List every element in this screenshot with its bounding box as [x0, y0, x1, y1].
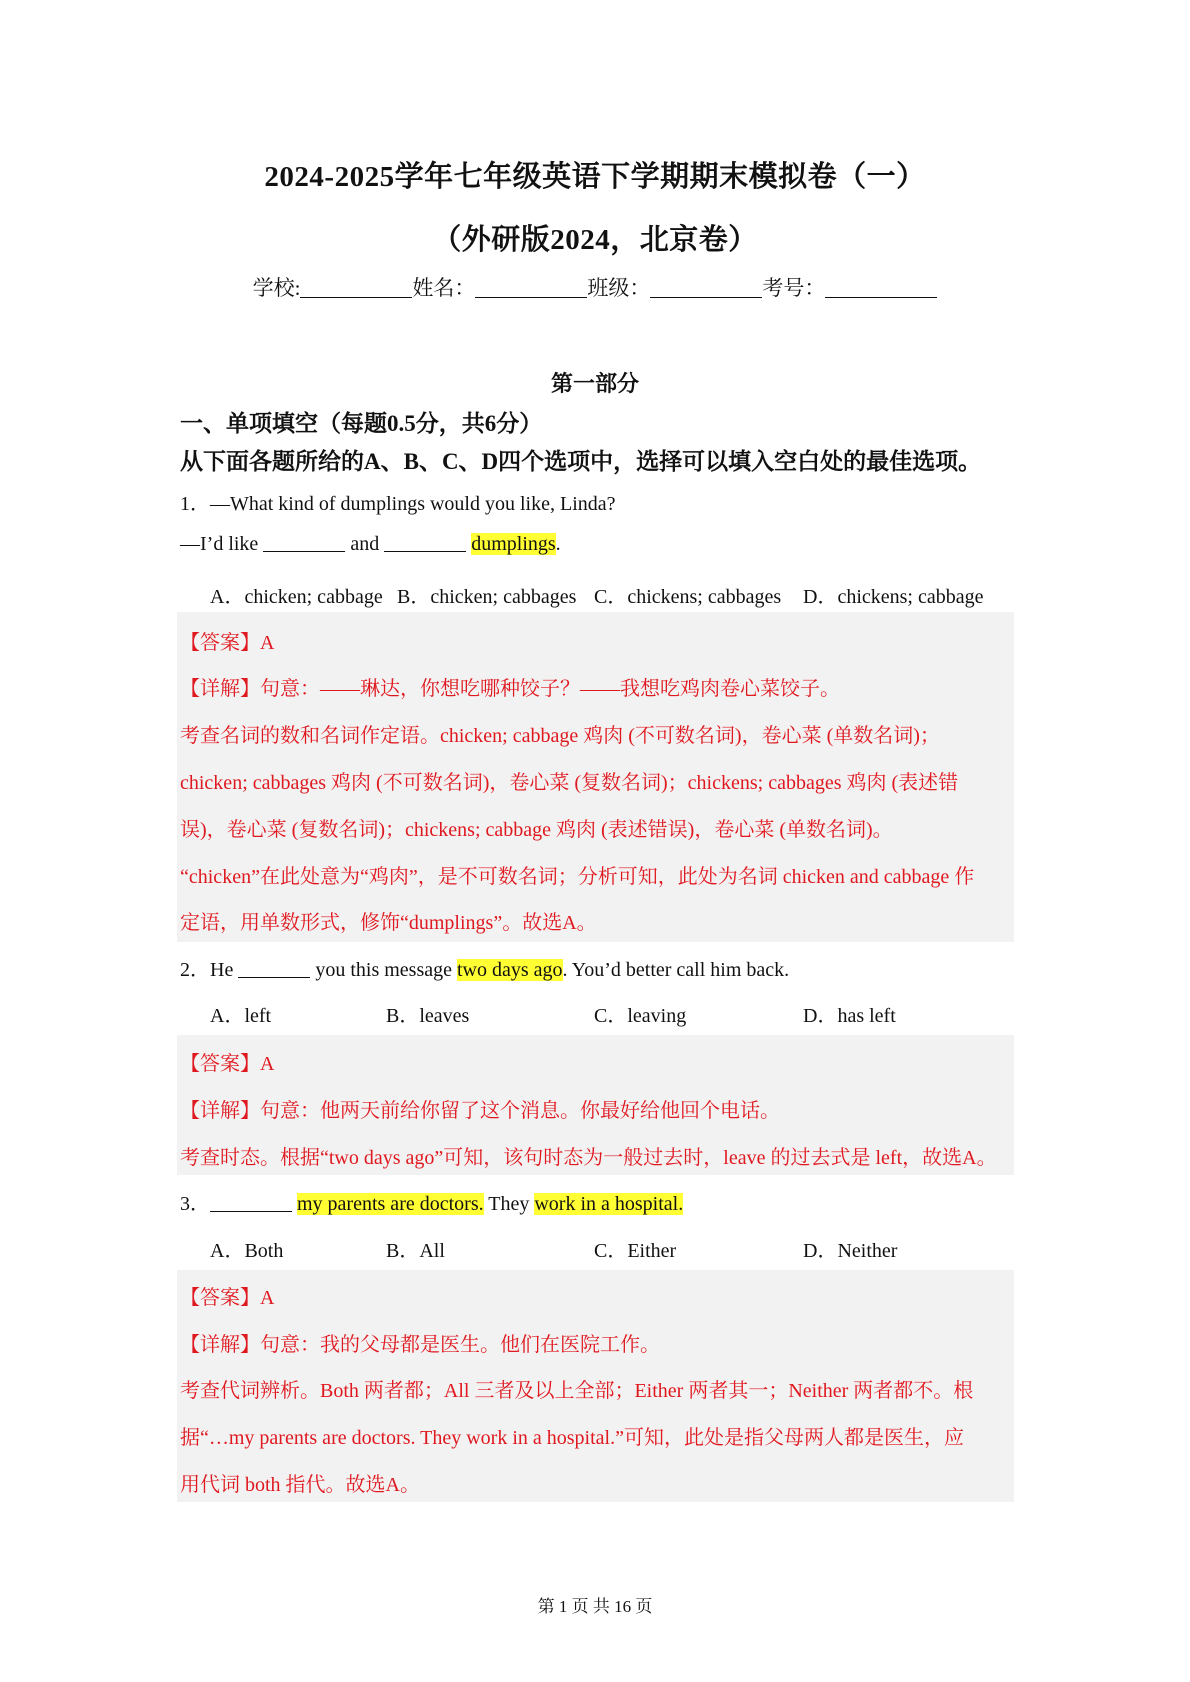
section-instruction: 从下面各题所给的A、B、C、D四个选项中，选择可以填入空白处的最佳选项。 [180, 449, 982, 474]
question-number: 3． [180, 1193, 210, 1215]
question-2-stem [180, 953, 789, 982]
question-2-option-b: B．leaves [386, 1005, 470, 1027]
detail-label: 【详解】句意：——琳达，你想吃哪种饺子？——我想吃鸡肉卷心菜饺子。 [180, 678, 840, 700]
question-3-option-d: D．Neither [803, 1240, 898, 1262]
question-2-option-c: C．leaving [594, 1005, 687, 1027]
explanation-line: 考查时态。根据“two days ago”可知，该句时态为一般过去时，leave 的过去式是 left，故选A。 [180, 1147, 997, 1169]
explanation-line: chicken; cabbages 鸡肉 (不可数名词)，卷心菜 (复数名词)；chickens; cabbages 鸡肉 (表述错 [180, 772, 959, 794]
exam-subtitle: （外研版2024，北京卷） [432, 224, 758, 256]
detail-label: 【详解】句意：我的父母都是医生。他们在医院工作。 [180, 1334, 660, 1356]
question-3-option-c: C．Either [594, 1240, 677, 1262]
school-blank [300, 277, 412, 298]
exam-number-label: 考号： [762, 276, 826, 300]
question-2-option-a: A．left [210, 1005, 272, 1027]
question-text: . You’d better call him back. [562, 959, 790, 981]
exam-number-blank [825, 277, 937, 298]
question-text: . [555, 533, 561, 555]
explanation-line: 考查名词的数和名词作定语。chicken; cabbage 鸡肉 (不可数名词)，卷心菜 (单数名词)； [180, 725, 940, 747]
highlighted-text: my parents are doctors. [297, 1193, 484, 1215]
question-number: 2． [180, 959, 210, 981]
question-text: and [345, 533, 385, 555]
answer-blank [238, 959, 310, 978]
question-2-option-d: D．has left [803, 1005, 896, 1027]
class-blank [650, 277, 762, 298]
answer-blank [263, 533, 345, 552]
question-3-option-a: A．Both [210, 1240, 284, 1262]
section-heading: 一、单项填空（每题0.5分，共6分） [180, 411, 543, 436]
student-info-line [0, 272, 1190, 302]
page-footer: 第 1 页 共 16 页 [537, 1597, 653, 1616]
answer-blank [384, 533, 466, 552]
question-text: He [210, 959, 239, 981]
question-text: you this message [310, 959, 457, 981]
question-1-option-a: A．chicken; cabbage [210, 586, 383, 608]
question-text: They [483, 1193, 535, 1215]
class-label: 班级： [587, 276, 651, 300]
question-text: —I’d like [180, 533, 264, 555]
explanation-line: 用代词 both 指代。故选A。 [180, 1474, 420, 1496]
question-1-stem-line2 [180, 533, 561, 556]
explanation-line: 据“…my parents are doctors. They work in a hospital.”可知，此处是指父母两人都是医生，应 [180, 1427, 964, 1449]
answer-label: 【答案】A [180, 1053, 275, 1075]
name-blank [475, 277, 587, 298]
question-1-stem-line1 [180, 487, 616, 516]
question-1-option-d: D．chickens; cabbage [803, 586, 984, 608]
highlighted-text: work in a hospital. [534, 1193, 684, 1215]
highlighted-text: two days ago [456, 959, 563, 981]
school-label: 学校: [252, 276, 301, 300]
answer-blank [210, 1193, 292, 1212]
part-title: 第一部分 [550, 371, 639, 396]
highlighted-text: dumplings [471, 533, 556, 555]
question-number: 1． [180, 493, 210, 515]
detail-label: 【详解】句意：他两天前给你留了这个消息。你最好给他回个电话。 [180, 1100, 780, 1122]
question-1-option-b: B．chicken; cabbages [397, 586, 577, 608]
question-3-option-b: B．All [386, 1240, 445, 1262]
question-1-option-c: C．chickens; cabbages [594, 586, 782, 608]
question-text: —What kind of dumplings would you like, Linda? [210, 493, 616, 515]
name-label: 姓名： [412, 276, 476, 300]
question-3-stem [180, 1187, 683, 1216]
answer-label: 【答案】A [180, 1287, 275, 1309]
explanation-line: “chicken”在此处意为“鸡肉”，是不可数名词；分析可知，此处为名词 chicken and cabbage 作 [180, 866, 975, 888]
explanation-line: 误)，卷心菜 (复数名词)；chickens; cabbage 鸡肉 (表述错误)，卷心菜 (单数名词)。 [180, 819, 893, 841]
exam-title: 2024-2025学年七年级英语下学期期末模拟卷（一） [264, 161, 926, 193]
answer-label: 【答案】A [180, 632, 275, 654]
explanation-line: 定语，用单数形式，修饰“dumplings”。故选A。 [180, 912, 597, 934]
explanation-line: 考查代词辨析。Both 两者都；All 三者及以上全部；Either 两者其一；Neither 两者都不。根 [180, 1380, 974, 1402]
